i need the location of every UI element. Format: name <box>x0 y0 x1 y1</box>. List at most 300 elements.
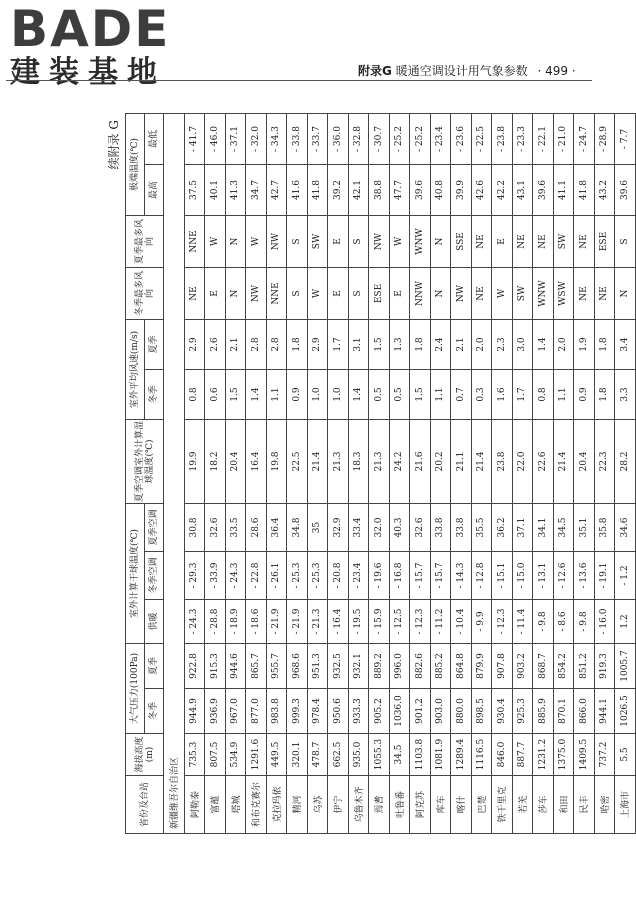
table-cell: 1.7 <box>328 320 349 370</box>
altitude-header <box>126 734 164 776</box>
table-cell: N <box>615 268 636 320</box>
table-cell: 21.3 <box>369 420 390 504</box>
table-cell: 20.2 <box>430 420 451 504</box>
table-cell: - 10.4 <box>451 600 472 644</box>
table-cell: - 33.9 <box>205 552 226 600</box>
table-cell: 1.0 <box>328 370 349 420</box>
table-cell: - 21.9 <box>266 600 287 644</box>
table-cell: 1036.0 <box>389 689 410 734</box>
table-cell: 868.7 <box>533 644 554 689</box>
pressure-summer-header: 夏季 <box>145 644 164 689</box>
table-cell: NE <box>594 268 615 320</box>
table-cell: ESE <box>594 216 615 268</box>
table-cell: 1.5 <box>410 370 431 420</box>
table-cell: 1.4 <box>246 370 267 420</box>
table-cell: 1.3 <box>389 320 410 370</box>
table-row <box>369 114 390 834</box>
table-cell: - 46.0 <box>205 114 226 165</box>
table-row <box>205 114 226 834</box>
table-row <box>533 114 554 834</box>
table-cell: 39.6 <box>615 165 636 216</box>
table-cell: WSW <box>553 268 574 320</box>
table-cell: - 25.2 <box>410 114 431 165</box>
table-cell: - 22.1 <box>533 114 554 165</box>
table-cell: 41.8 <box>574 165 595 216</box>
table-cell: - 7.7 <box>615 114 636 165</box>
table-cell: 37.1 <box>512 504 533 552</box>
station-name: 喀什 <box>451 776 472 834</box>
table-cell: 41.6 <box>287 165 308 216</box>
table-cell: 889.2 <box>369 644 390 689</box>
table-cell: N <box>225 268 246 320</box>
station-name: 乌苏 <box>307 776 328 834</box>
wind-winter-header: 冬季 <box>145 370 164 420</box>
table-cell: 882.6 <box>410 644 431 689</box>
station-name: 塔城 <box>225 776 246 834</box>
table-row <box>307 114 328 834</box>
table-cell: - 23.4 <box>430 114 451 165</box>
table-cell: 22.0 <box>512 420 533 504</box>
station-name: 民丰 <box>574 776 595 834</box>
table-cell: 24.2 <box>389 420 410 504</box>
table-cell: W <box>307 268 328 320</box>
station-name: 精河 <box>287 776 308 834</box>
table-cell: - 15.9 <box>369 600 390 644</box>
table-row <box>512 114 533 834</box>
table-cell: 0.7 <box>451 370 472 420</box>
table-cell: E <box>492 216 513 268</box>
table-row <box>389 114 410 834</box>
table-cell: S <box>287 216 308 268</box>
table-cell: 870.1 <box>553 689 574 734</box>
table-cell: 3.4 <box>615 320 636 370</box>
table-cell: 1.1 <box>266 370 287 420</box>
table-cell: 2.8 <box>246 320 267 370</box>
table-cell: 19.9 <box>184 420 205 504</box>
table-cell: 32.9 <box>328 504 349 552</box>
table-cell: 1409.5 <box>574 734 595 776</box>
table-cell: 1116.5 <box>471 734 492 776</box>
table-cell: 35.8 <box>594 504 615 552</box>
table-cell: - 36.0 <box>328 114 349 165</box>
table-cell: 735.3 <box>184 734 205 776</box>
table-cell: 1.0 <box>307 370 328 420</box>
table-cell: 932.5 <box>328 644 349 689</box>
table-row <box>348 114 369 834</box>
altitude-unit: (m) <box>144 746 155 763</box>
table-cell: 42.2 <box>492 165 513 216</box>
table-cell: 930.4 <box>492 689 513 734</box>
table-cell: 37.5 <box>184 165 205 216</box>
station-name: 焉耆 <box>369 776 390 834</box>
table-cell: NW <box>369 216 390 268</box>
table-cell: 0.6 <box>205 370 226 420</box>
table-cell: NE <box>574 216 595 268</box>
table-cell: 903.0 <box>430 689 451 734</box>
table-cell: 32.6 <box>410 504 431 552</box>
table-cell: 33.5 <box>225 504 246 552</box>
table-cell: - 9.8 <box>574 600 595 644</box>
table-cell: 34.1 <box>533 504 554 552</box>
table-cell: NNW <box>410 268 431 320</box>
table-cell: 0.9 <box>574 370 595 420</box>
table-cell: 1.6 <box>492 370 513 420</box>
winter-ac-header: 冬季空调 <box>145 552 164 600</box>
table-cell: E <box>389 268 410 320</box>
table-cell: - 12.5 <box>389 600 410 644</box>
table-cell: 35 <box>307 504 328 552</box>
table-cell: 39.9 <box>451 165 472 216</box>
table-cell: - 14.3 <box>451 552 472 600</box>
continuation-label: 续附录 G <box>107 120 121 170</box>
table-cell: - 12.3 <box>492 600 513 644</box>
table-cell: - 16.8 <box>389 552 410 600</box>
heating-header: 供暖 <box>145 600 164 644</box>
table-cell: - 21.3 <box>307 600 328 644</box>
table-cell: NE <box>512 216 533 268</box>
page-number: · 499 · <box>537 64 576 78</box>
wind-speed-header: 室外平均风速(m/s) <box>126 320 145 420</box>
region-label: 新疆维吾尔自治区 <box>164 114 185 834</box>
table-cell: - 41.7 <box>184 114 205 165</box>
table-cell: 38.8 <box>369 165 390 216</box>
table-cell: 1081.9 <box>430 734 451 776</box>
table-row <box>553 114 574 834</box>
station-name: 阿克苏 <box>410 776 431 834</box>
table-cell: - 33.7 <box>307 114 328 165</box>
table-cell: - 19.1 <box>594 552 615 600</box>
table-cell: 950.6 <box>328 689 349 734</box>
table-cell: 983.8 <box>266 689 287 734</box>
table-cell: 925.3 <box>512 689 533 734</box>
table-cell: 922.8 <box>184 644 205 689</box>
table-cell: 22.5 <box>287 420 308 504</box>
table-cell: 21.4 <box>307 420 328 504</box>
table-cell: 1.4 <box>348 370 369 420</box>
table-cell: 887.7 <box>512 734 533 776</box>
table-cell: S <box>348 268 369 320</box>
table-cell: - 20.8 <box>328 552 349 600</box>
table-cell: 33.8 <box>451 504 472 552</box>
summer-wind-direction-header: 夏季最多风向 <box>126 216 164 268</box>
dry-bulb-header: 室外计算干球温度(℃) <box>126 504 145 644</box>
table-cell: NE <box>471 216 492 268</box>
table-row <box>328 114 349 834</box>
table-cell: 33.4 <box>348 504 369 552</box>
table-row <box>430 114 451 834</box>
table-cell: 16.4 <box>246 420 267 504</box>
table-cell: W <box>389 216 410 268</box>
table-cell: 879.9 <box>471 644 492 689</box>
table-cell: NE <box>574 268 595 320</box>
table-cell: 1231.2 <box>533 734 554 776</box>
table-cell: 0.5 <box>389 370 410 420</box>
altitude-title: 海拔高度 <box>134 736 145 773</box>
table-row <box>615 114 636 834</box>
table-cell: - 18.6 <box>246 600 267 644</box>
table-cell: 21.3 <box>328 420 349 504</box>
table-cell: 933.3 <box>348 689 369 734</box>
table-cell: - 12.3 <box>410 600 431 644</box>
station-name: 铁干里克 <box>492 776 513 834</box>
table-cell: 885.9 <box>533 689 554 734</box>
table-cell: E <box>328 216 349 268</box>
table-cell: 3.3 <box>615 370 636 420</box>
table-cell: 28.6 <box>246 504 267 552</box>
station-name: 乌鲁木齐 <box>348 776 369 834</box>
table-cell: 936.9 <box>205 689 226 734</box>
table-cell: 1291.6 <box>246 734 267 776</box>
station-name: 富蕴 <box>205 776 226 834</box>
running-header <box>358 62 594 79</box>
table-cell: E <box>205 268 226 320</box>
extreme-temperature-header: 极端温度(℃) <box>126 114 145 216</box>
table-cell: - 13.1 <box>533 552 554 600</box>
table-cell: 1.4 <box>533 320 554 370</box>
table-cell: 901.2 <box>410 689 431 734</box>
table-cell: 905.2 <box>369 689 390 734</box>
table-cell: 968.6 <box>287 644 308 689</box>
table-cell: 944.9 <box>184 689 205 734</box>
table-cell: 967.0 <box>225 689 246 734</box>
pressure-winter-header: 冬季 <box>145 689 164 734</box>
table-row <box>451 114 472 834</box>
table-cell: 43.1 <box>512 165 533 216</box>
table-cell: 865.7 <box>246 644 267 689</box>
table-row <box>594 114 615 834</box>
station-name: 伊宁 <box>328 776 349 834</box>
table-row <box>246 114 267 834</box>
table-cell: 1.1 <box>430 370 451 420</box>
logo-wordmark: BADE <box>10 0 171 58</box>
rotated-table-page <box>103 114 632 834</box>
table-body <box>164 114 636 834</box>
table-cell: 34.6 <box>615 504 636 552</box>
table-cell: 864.8 <box>451 644 472 689</box>
table-cell: 907.8 <box>492 644 513 689</box>
table-cell: 846.0 <box>492 734 513 776</box>
table-cell: - 19.5 <box>348 600 369 644</box>
table-cell: 18.2 <box>205 420 226 504</box>
table-cell: - 24.3 <box>184 600 205 644</box>
table-cell: - 26.1 <box>266 552 287 600</box>
table-cell: 39.6 <box>533 165 554 216</box>
table-cell: 449.5 <box>266 734 287 776</box>
table-cell: 1055.3 <box>369 734 390 776</box>
table-cell: S <box>615 216 636 268</box>
table-cell: 21.6 <box>410 420 431 504</box>
table-cell: - 22.5 <box>471 114 492 165</box>
table-cell: 1.5 <box>369 320 390 370</box>
table-cell: 1.7 <box>512 370 533 420</box>
climate-parameter-table <box>125 113 636 834</box>
header-rule <box>6 80 592 81</box>
table-cell: - 28.9 <box>594 114 615 165</box>
table-cell: - 1.2 <box>615 552 636 600</box>
table-cell: 19.8 <box>266 420 287 504</box>
table-cell: 40.3 <box>389 504 410 552</box>
table-cell: 877.0 <box>246 689 267 734</box>
pressure-header: 大气压力(100Pa) <box>126 644 145 734</box>
table-cell: W <box>205 216 226 268</box>
table-cell: - 23.8 <box>492 114 513 165</box>
table-cell: - 23.4 <box>348 552 369 600</box>
table-cell: 737.2 <box>594 734 615 776</box>
table-cell: - 23.3 <box>512 114 533 165</box>
table-cell: SSE <box>451 216 472 268</box>
table-cell: 42.7 <box>266 165 287 216</box>
min-temp-header: 最低 <box>145 114 164 165</box>
wet-bulb-header: 夏季空调室外计算湿球温度(℃) <box>126 420 164 504</box>
table-cell: 21.1 <box>451 420 472 504</box>
table-cell: 34.5 <box>553 504 574 552</box>
table-cell: 944.1 <box>594 689 615 734</box>
table-cell: 2.8 <box>266 320 287 370</box>
table-cell: 919.3 <box>594 644 615 689</box>
table-cell: ESE <box>369 268 390 320</box>
station-name: 上海市 <box>615 776 636 834</box>
table-cell: - 16.0 <box>594 600 615 644</box>
table-cell: 1.2 <box>615 600 636 644</box>
table-cell: 0.3 <box>471 370 492 420</box>
table-cell: - 29.3 <box>184 552 205 600</box>
winter-wind-direction-header: 冬季最多风向 <box>126 268 164 320</box>
table-cell: 1.1 <box>553 370 574 420</box>
station-name: 库车 <box>430 776 451 834</box>
table-cell: 40.8 <box>430 165 451 216</box>
table-cell: 43.2 <box>594 165 615 216</box>
station-name: 和田 <box>553 776 574 834</box>
table-cell: SW <box>553 216 574 268</box>
table-cell: NW <box>451 268 472 320</box>
table-cell: - 11.4 <box>512 600 533 644</box>
table-cell: - 23.6 <box>451 114 472 165</box>
table-cell: N <box>225 216 246 268</box>
table-cell: NW <box>266 216 287 268</box>
table-cell: 944.6 <box>225 644 246 689</box>
table-cell: - 15.0 <box>512 552 533 600</box>
publisher-logo <box>10 0 171 90</box>
table-cell: 955.7 <box>266 644 287 689</box>
table-cell: - 25.3 <box>307 552 328 600</box>
table-cell: 478.7 <box>307 734 328 776</box>
table-cell: 32.0 <box>369 504 390 552</box>
table-cell: 35.1 <box>574 504 595 552</box>
table-cell: WNW <box>410 216 431 268</box>
table-cell: - 9.8 <box>533 600 554 644</box>
table-row <box>266 114 287 834</box>
appendix-label: 附录G <box>358 64 392 78</box>
table-cell: 1375.0 <box>553 734 574 776</box>
table-cell: SW <box>307 216 328 268</box>
table-cell: N <box>430 216 451 268</box>
table-cell: 0.5 <box>369 370 390 420</box>
table-cell: NE <box>471 268 492 320</box>
logo-chinese: 建装基地 <box>10 55 166 90</box>
table-cell: 2.3 <box>492 320 513 370</box>
table-cell: E <box>328 268 349 320</box>
table-cell: 39.6 <box>410 165 431 216</box>
table-cell: 898.5 <box>471 689 492 734</box>
table-cell: 41.1 <box>553 165 574 216</box>
table-cell: NW <box>246 268 267 320</box>
table-cell: 34.8 <box>287 504 308 552</box>
table-cell: N <box>430 268 451 320</box>
table-cell: - 8.6 <box>553 600 574 644</box>
table-cell: 22.6 <box>533 420 554 504</box>
table-cell: - 30.7 <box>369 114 390 165</box>
table-cell: 34.5 <box>389 734 410 776</box>
table-cell: 2.1 <box>451 320 472 370</box>
table-cell: 1.5 <box>225 370 246 420</box>
wind-summer-header: 夏季 <box>145 320 164 370</box>
table-cell: NE <box>184 268 205 320</box>
summer-ac-header: 夏季空调 <box>145 504 164 552</box>
station-name: 阿勒泰 <box>184 776 205 834</box>
table-row <box>287 114 308 834</box>
table-cell: - 34.3 <box>266 114 287 165</box>
table-cell: 885.2 <box>430 644 451 689</box>
table-cell: 932.1 <box>348 644 369 689</box>
table-cell: 21.4 <box>553 420 574 504</box>
table-cell: - 24.3 <box>225 552 246 600</box>
station-name: 巴楚 <box>471 776 492 834</box>
table-cell: - 24.7 <box>574 114 595 165</box>
table-cell: SW <box>512 268 533 320</box>
table-cell: 0.8 <box>184 370 205 420</box>
table-cell: 1.8 <box>410 320 431 370</box>
table-cell: 1.9 <box>574 320 595 370</box>
table-row <box>410 114 431 834</box>
table-cell: W <box>246 216 267 268</box>
table-cell: - 32.8 <box>348 114 369 165</box>
table-row <box>574 114 595 834</box>
table-cell: 978.4 <box>307 689 328 734</box>
table-cell: 1103.8 <box>410 734 431 776</box>
table-cell: - 18.9 <box>225 600 246 644</box>
table-cell: 47.7 <box>389 165 410 216</box>
table-cell: 662.5 <box>328 734 349 776</box>
station-name: 若羌 <box>512 776 533 834</box>
table-cell: NNE <box>184 216 205 268</box>
appendix-title: 暖通空调设计用气象参数 <box>395 64 528 78</box>
table-cell: 35.5 <box>471 504 492 552</box>
table-cell: 0.8 <box>533 370 554 420</box>
table-row <box>184 114 205 834</box>
table-cell: 22.3 <box>594 420 615 504</box>
table-cell: 1289.4 <box>451 734 472 776</box>
table-cell: 2.0 <box>471 320 492 370</box>
table-cell: NNE <box>266 268 287 320</box>
table-cell: - 15.7 <box>410 552 431 600</box>
table-row <box>492 114 513 834</box>
table-cell: 42.6 <box>471 165 492 216</box>
table-row <box>225 114 246 834</box>
table-cell: 28.2 <box>615 420 636 504</box>
table-cell: 36.4 <box>266 504 287 552</box>
table-cell: - 25.3 <box>287 552 308 600</box>
station-header: 省份及台站 <box>126 776 164 834</box>
table-cell: - 13.6 <box>574 552 595 600</box>
table-cell: - 15.1 <box>492 552 513 600</box>
table-cell: - 28.8 <box>205 600 226 644</box>
max-temp-header: 最高 <box>145 165 164 216</box>
table-cell: 5.5 <box>615 734 636 776</box>
table-cell: - 19.6 <box>369 552 390 600</box>
table-cell: 903.2 <box>512 644 533 689</box>
table-cell: 807.5 <box>205 734 226 776</box>
table-cell: 1.8 <box>594 320 615 370</box>
